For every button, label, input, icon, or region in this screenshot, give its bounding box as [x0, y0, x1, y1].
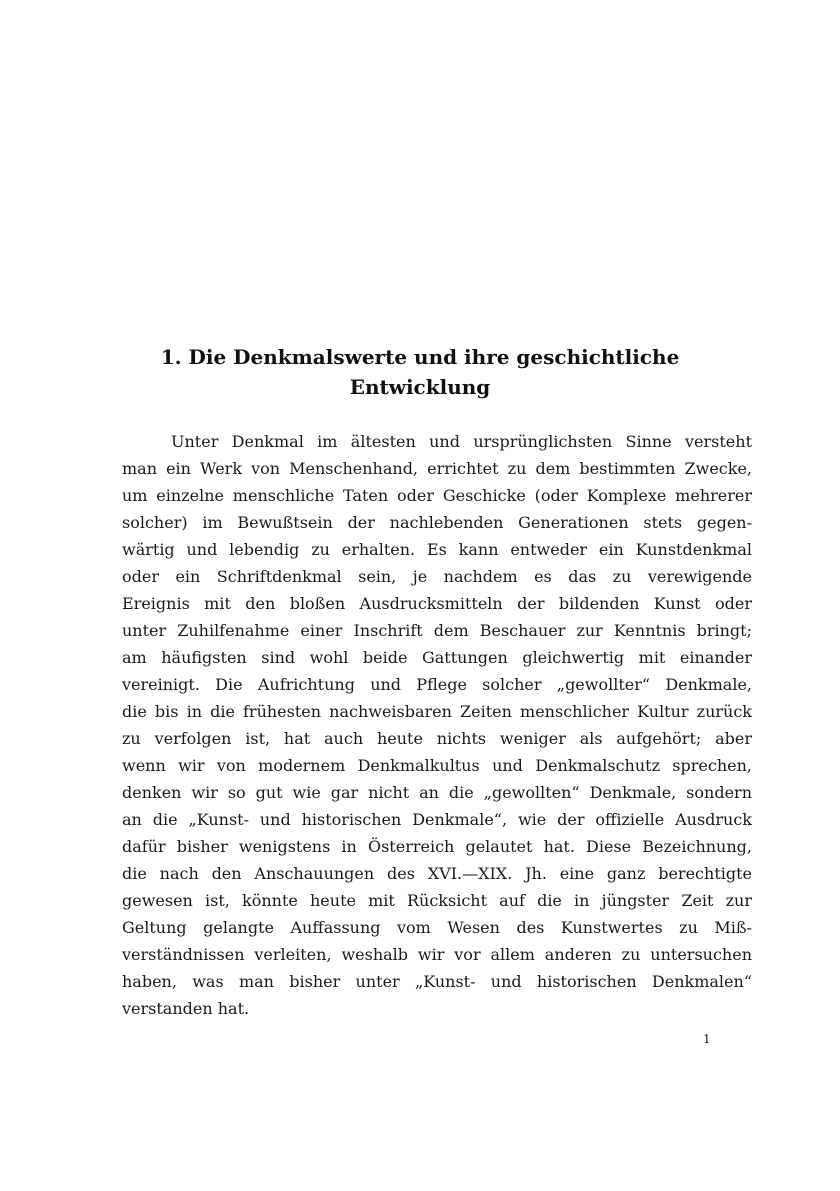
- text-line: vereinigt. Die Aufrichtung und Pflege solcher „gewollter“ Denkmale,: [122, 675, 752, 694]
- text-line: am häufigsten sind wohl beide Gattungen gleichwertig mit einander: [122, 648, 752, 667]
- signature-mark: 1: [703, 1032, 711, 1046]
- text-line: verstanden hat.: [122, 999, 250, 1018]
- text-line: solcher) im Bewußtsein der nachlebenden Generationen stets gegen-: [122, 513, 752, 532]
- text-line: die bis in die frühesten nachweisbaren Zeiten menschlicher Kultur zurück: [122, 702, 752, 721]
- text-line: Ereignis mit den bloßen Ausdrucksmitteln der bildenden Kunst oder: [122, 594, 752, 613]
- text-line: denken wir so gut wie gar nicht an die „gewollten“ Denkmale, sondern: [122, 783, 752, 802]
- text-line: verständnissen verleiten, weshalb wir vor allem anderen zu untersuchen: [122, 945, 752, 964]
- text-line: Geltung gelangte Auffassung vom Wesen des Kunstwertes zu Miß-: [122, 918, 752, 937]
- text-line: wärtig und lebendig zu erhalten. Es kann entweder ein Kunstdenkmal: [122, 540, 752, 559]
- text-line: wenn wir von modernem Denkmalkultus und Denkmalschutz sprechen,: [122, 756, 752, 775]
- body-paragraph: [122, 428, 752, 1022]
- text-line: oder ein Schriftdenkmal sein, je nachdem es das zu verewigende: [122, 567, 752, 586]
- text-line: um einzelne menschliche Taten oder Geschicke (oder Komplexe mehrerer: [122, 486, 752, 505]
- text-line: man ein Werk von Menschenhand, errichtet zu dem bestimmten Zwecke,: [122, 459, 752, 478]
- text-line: die nach den Anschauungen des XVI.—XIX. Jh. eine ganz berechtigte: [122, 864, 752, 883]
- chapter-title-line-2: Entwicklung: [349, 375, 491, 399]
- chapter-title-line-1: 1. Die Denkmalswerte und ihre geschichtliche: [160, 345, 680, 369]
- chapter-title: [0, 342, 840, 402]
- text-line: haben, was man bisher unter „Kunst- und historischen Denkmalen“: [122, 972, 752, 991]
- text-line: dafür bisher wenigstens in Österreich gelautet hat. Diese Bezeichnung,: [122, 837, 752, 856]
- text-line: zu verfolgen ist, hat auch heute nichts weniger als aufgehört; aber: [122, 729, 752, 748]
- text-line: an die „Kunst- und historischen Denkmale“, wie der offizielle Ausdruck: [122, 810, 752, 829]
- text-line: unter Zuhilfenahme einer Inschrift dem Beschauer zur Kenntnis bringt;: [122, 621, 752, 640]
- text-line: gewesen ist, könnte heute mit Rücksicht auf die in jüngster Zeit zur: [122, 891, 752, 910]
- text-line: Unter Denkmal im ältesten und ursprünglichsten Sinne versteht: [171, 432, 752, 451]
